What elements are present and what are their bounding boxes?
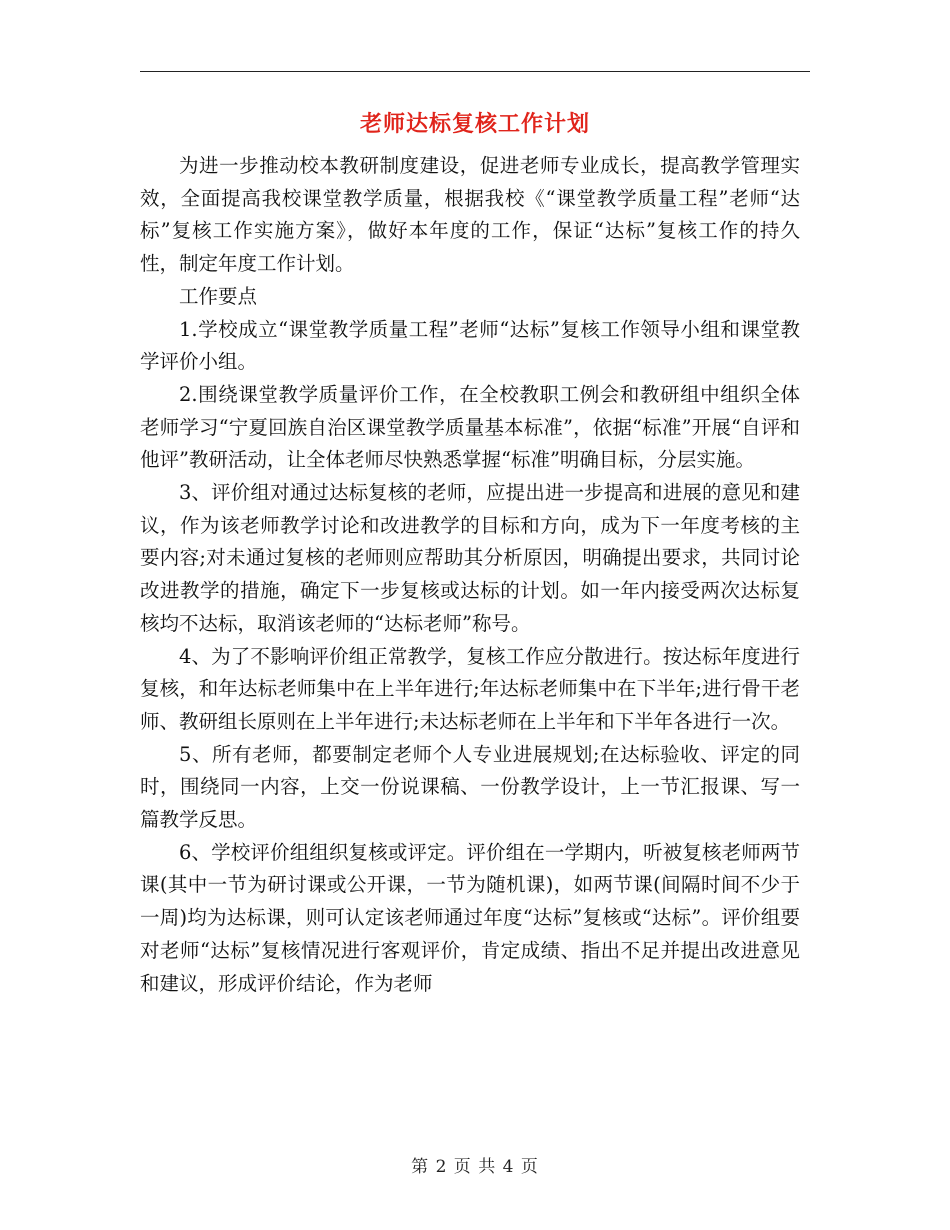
header-rule	[140, 71, 810, 72]
paragraph-item-4: 4、为了不影响评价组正常教学，复核工作应分散进行。按达标年度进行复核，和年达标老师集中在上半年进行;年达标老师集中在下半年;进行骨干老师、教研组长原则在上半年进行;未达标老师在上半年和下半年各进行一次。	[140, 644, 800, 733]
page-number: 第 2 页 共 4 页	[411, 1157, 539, 1177]
document-body	[140, 150, 800, 1000]
document-title: 老师达标复核工作计划	[359, 112, 590, 137]
paragraph-item-6: 6、学校评价组组织复核或评定。评价组在一学期内，听被复核老师两节课(其中一节为研讨课或公开课，一节为随机课)，如两节课(间隔时间不少于一周)均为达标课，则可认定该老师通过年度“达标”复核或“达标”。评价组要对老师“达标”复核情况进行客观评价，肯定成绩、指出不足并提出改进意见和建议，形成评价结论，作为老师	[140, 840, 800, 995]
paragraph-item-2: 2.围绕课堂教学质量评价工作，在全校教职工例会和教研组中组织全体老师学习“宁夏回族自治区课堂教学质量基本标准”，依据“标准”开展“自评和他评”教研活动，让全体老师尽快熟悉掌握“标准”明确目标，分层实施。	[140, 382, 800, 472]
paragraph-intro: 为进一步推动校本教研制度建设，促进老师专业成长，提高教学管理实效，全面提高我校课堂教学质量，根据我校《“课堂教学质量工程”老师“达标”复核工作实施方案》，做好本年度的工作，保证“达标”复核工作的持久性，制定年度工作计划。	[140, 154, 800, 276]
paragraph-heading-work-points: 工作要点	[179, 284, 258, 308]
paragraph-item-3: 3、评价组对通过达标复核的老师，应提出进一步提高和进展的意见和建议，作为该老师教学讨论和改进教学的目标和方向，成为下一年度考核的主要内容;对未通过复核的老师则应帮助其分析原因，明确提出要求，共同讨论改进教学的措施，确定下一步复核或达标的计划。如一年内接受两次达标复核均不达标，取消该老师的“达标老师”称号。	[140, 481, 800, 635]
paragraph-item-1: 1.学校成立“课堂教学质量工程”老师“达标”复核工作领导小组和课堂教学评价小组。	[140, 317, 800, 374]
paragraph-item-5: 5、所有老师，都要制定老师个人专业进展规划;在达标验收、评定的同时，围绕同一内容，上交一份说课稿、一份教学设计，上一节汇报课、写一篇教学反思。	[140, 742, 800, 832]
